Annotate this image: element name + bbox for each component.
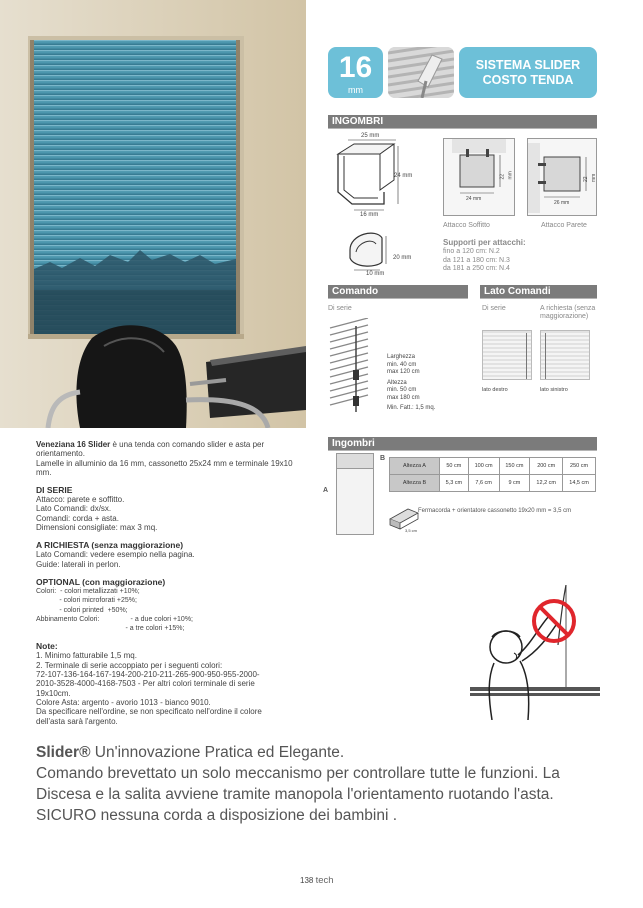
row-label: Altezza B xyxy=(390,475,440,492)
supporti-item: da 181 a 250 cm: N.4 xyxy=(443,265,510,272)
optional-title: OPTIONAL (con maggiorazione) xyxy=(36,576,166,587)
comando-blind-drawing xyxy=(328,318,384,416)
spec-line: Altezza xyxy=(387,379,407,386)
intro-bold: Veneziana 16 Slider xyxy=(36,440,111,449)
lato-comandi-header: Lato Comandi xyxy=(480,285,597,299)
lato-sinistro-label: lato sinistro xyxy=(540,387,568,393)
list-item: - a tre colori +15%; xyxy=(36,625,185,633)
table-cell: 12,2 cm xyxy=(530,475,563,492)
list-item: Guide: laterali in perlon. xyxy=(36,559,121,569)
note-item: Da specificare nell'ordine, se non specificato nell'ordine il colore xyxy=(36,707,262,717)
parete-height-label: 22 mm xyxy=(583,173,597,182)
page-number: 138 xyxy=(300,876,314,885)
slogan-tagline: Un'innovazione Pratica ed Elegante. xyxy=(90,744,345,761)
cassonetto-height-label: 24 mm xyxy=(394,173,413,179)
ingombri-table-header: Ingombri xyxy=(328,437,597,451)
room-illustration xyxy=(0,0,306,428)
table-row xyxy=(390,458,596,475)
list-item: Attacco: parete e soffitto. xyxy=(36,495,125,505)
attacco-parete-drawing xyxy=(527,138,597,216)
table-cell: 200 cm xyxy=(530,458,563,475)
size-number: 16 xyxy=(338,51,373,84)
attacco-parete-label: Attacco Parete xyxy=(541,222,587,229)
attacco-soffitto-label: Attacco Soffitto xyxy=(443,222,490,229)
note-item: Colore Asta: argento - avorio 1013 - bianco 9010. xyxy=(36,697,211,707)
soffitto-height-label: 22 mm xyxy=(499,171,513,180)
list-item: Lato Comandi: dx/sx. xyxy=(36,504,112,514)
richiesta-title: A RICHIESTA (senza maggiorazione) xyxy=(36,540,184,551)
fermacorda-note: Fermacorda + orientatore cassonetto 19x20 mm = 3,5 cm xyxy=(418,508,572,514)
intro-text: è una tenda con comando slider e asta per orientamento. xyxy=(36,440,265,459)
comando-di-serie-label: Di serie xyxy=(328,305,352,312)
note-item: 72-107-136-164-167-194-200-210-211-265-900-950-955-2000- xyxy=(36,670,260,680)
terminale-profile-drawing xyxy=(340,224,392,274)
lato-di-serie-label: Di serie xyxy=(482,305,506,312)
note-title: Note: xyxy=(36,641,58,652)
list-item: Colori: - colori metallizzati +10%; xyxy=(36,587,140,595)
system-title-line2: COSTO TENDA xyxy=(482,72,574,87)
list-item: Abbinamento Colori: - a due colori +10%; xyxy=(36,615,193,623)
footer-brand: tech xyxy=(315,875,334,886)
list-item: Dimensioni consigliate: max 3 mq. xyxy=(36,523,158,533)
di-serie-title: DI SERIE xyxy=(36,485,73,496)
terminale-height-label: 20 mm xyxy=(393,255,412,261)
table-cell: 5,3 cm xyxy=(440,475,469,492)
slat-sample-image xyxy=(388,47,454,98)
attacco-soffitto-drawing xyxy=(443,138,515,216)
ingombri-table xyxy=(389,457,596,492)
slogan-block xyxy=(36,742,636,826)
row-label: Altezza A xyxy=(390,458,440,475)
spec-line: Larghezza xyxy=(387,354,416,360)
supporti-item: fino a 120 cm: N.2 xyxy=(443,248,500,255)
list-item: - colori printed +50%; xyxy=(36,606,128,614)
table-cell: 150 cm xyxy=(499,458,530,475)
cassonetto-depth-label: 16 mm xyxy=(360,212,379,218)
soffitto-width-label: 24 mm xyxy=(466,196,482,202)
lato-destro-drawing xyxy=(482,330,532,380)
table-cell: 7,6 cm xyxy=(468,475,499,492)
child-safety-illustration xyxy=(470,585,600,720)
slogan-line2: Comando brevettato un solo meccanismo per controllare tutte le funzioni. La xyxy=(36,765,560,782)
description-block xyxy=(36,440,308,726)
size-badge xyxy=(328,47,383,98)
dimension-b-label: B xyxy=(380,455,386,462)
note-item: 19x10cm. xyxy=(36,688,71,698)
min-fatturabile: Min. Fatt.: 1,5 mq. xyxy=(387,405,436,411)
terminale-width-label: 10 mm xyxy=(366,271,385,277)
note-item: 2010-3528-4000-4168-7503 - Per altri colori terminale di serie xyxy=(36,679,255,689)
intro-paragraph-2: Lamelle in alluminio da 16 mm, cassonetto 25x24 mm e terminale 19x10 mm. xyxy=(36,458,293,477)
note-item: 2. Terminale di serie accoppiato per i seguenti colori: xyxy=(36,660,223,670)
dimension-a-label: A xyxy=(323,487,329,494)
fermacorda-dim: 3,5 cm xyxy=(405,528,418,533)
table-cell: 14,5 cm xyxy=(563,475,596,492)
lato-destro-label: lato destro xyxy=(482,387,508,393)
system-title-line1: SISTEMA SLIDER xyxy=(475,57,581,72)
spec-line: min. 50 cm xyxy=(387,387,417,393)
ingombri-header: INGOMBRI xyxy=(328,115,597,129)
intro-paragraph xyxy=(36,440,308,459)
table-row xyxy=(390,475,596,492)
spec-line: max 180 cm xyxy=(387,394,420,401)
system-title-badge xyxy=(459,47,597,98)
slogan-line4: SICURO nessuna corda a disposizione dei bambini . xyxy=(36,807,397,824)
supporti-list xyxy=(443,248,510,274)
spec-line: max 120 cm xyxy=(387,369,420,375)
lato-sinistro-drawing xyxy=(540,330,590,380)
supporti-item: da 121 a 180 cm: N.3 xyxy=(443,256,510,264)
cassonetto-width-label: 25 mm xyxy=(361,133,380,139)
ingombri-blind-diagram xyxy=(336,453,374,535)
list-item: Lato Comandi: vedere esempio nella pagina. xyxy=(36,550,195,560)
lato-richiesta-label: A richiesta (senza maggiorazione) xyxy=(540,305,596,320)
table-cell: 9 cm xyxy=(499,475,530,492)
table-cell: 250 cm xyxy=(563,458,596,475)
note-item: dell'asta sarà l'argento. xyxy=(36,716,118,726)
page-footer xyxy=(300,875,334,886)
note-item: 1. Minimo fatturabile 1,5 mq. xyxy=(36,651,137,661)
parete-width-label: 26 mm xyxy=(554,200,570,206)
list-item: - colori microforati +25%; xyxy=(36,597,137,605)
supporti-title: Supporti per attacchi: xyxy=(443,238,526,247)
slogan-line1 xyxy=(36,742,636,763)
spec-line: min. 40 cm xyxy=(387,361,417,368)
comando-specs xyxy=(387,354,420,402)
comando-header: Comando xyxy=(328,285,468,299)
slogan-brand: Slider® xyxy=(36,744,91,761)
table-cell: 50 cm xyxy=(440,458,469,475)
slogan-line3: Discesa e la salita avviene tramite manopola l'orientamento ruotando l'asta. xyxy=(36,786,554,803)
size-unit: mm xyxy=(348,85,363,95)
table-cell: 100 cm xyxy=(468,458,499,475)
product-photo xyxy=(0,0,306,428)
list-item: Comandi: corda + asta. xyxy=(36,513,119,523)
